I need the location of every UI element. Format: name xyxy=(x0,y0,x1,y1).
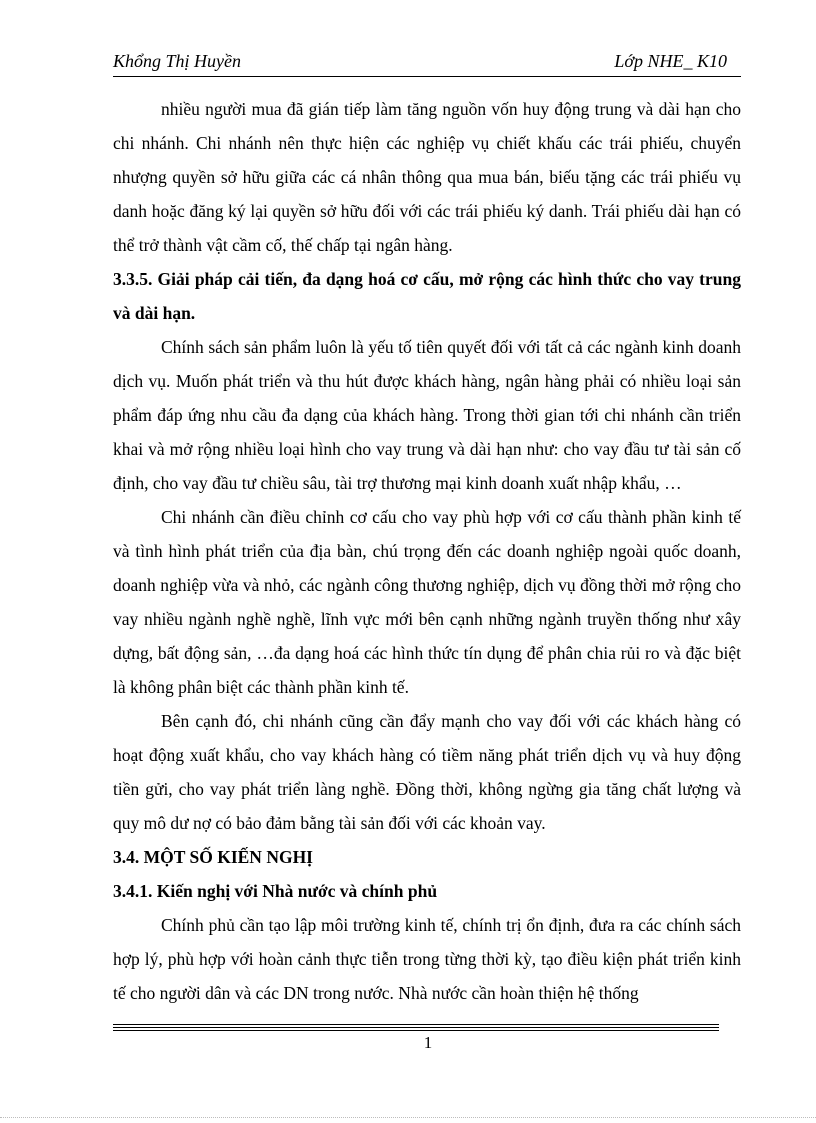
footer-rule xyxy=(113,1024,719,1025)
header-class: Lớp NHE_ K10 xyxy=(614,51,727,71)
paragraph: Chính phủ cần tạo lập môi trường kinh tế, chính trị ổn định, đưa ra các chính sách hợp lý, phù hợp với hoàn cảnh thực tiễn trong từng thời kỳ, tạo điều kiện phát triển kinh tế cho người dân và các DN trong nước. Nhà nước cần hoàn thiện hệ thống xyxy=(113,915,741,1003)
header-author: Khổng Thị Huyền xyxy=(113,51,241,71)
section-heading-3-4: 3.4. MỘT SỐ KIẾN NGHỊ xyxy=(113,847,313,867)
footer-rule xyxy=(113,1027,719,1028)
paragraph: Chi nhánh cần điều chỉnh cơ cấu cho vay phù hợp với cơ cấu thành phần kinh tế và tình hình phát triển của địa bàn, chú trọng đến các doanh nghiệp ngoài quốc doanh, doanh nghiệp vừa và nhỏ, các ngành công thương nghiệp, dịch vụ đồng thời mở rộng cho vay nhiều ngành nghề nghề, lĩnh vực mới bên cạnh những ngành truyền thống như xây dựng, bất động sản, …đa dạng hoá các hình thức tín dụng để phân chia rủi ro và đặc biệt là không phân biệt các thành phần kinh tế. xyxy=(113,507,741,697)
paragraph-continued: nhiều người mua đã gián tiếp làm tăng nguồn vốn huy động trung và dài hạn cho chi nhánh. Chi nhánh nên thực hiện các nghiệp vụ chiết khấu các trái phiếu, chuyển nhượng quyền sở hữu giữa các cá nhân thông qua mua bán, biếu tặng các trái phiếu vụ danh hoặc đăng ký lại quyền sở hữu đối với các trái phiếu ký danh. Trái phiếu dài hạn có thể trở thành vật cầm cố, thế chấp tại ngân hàng. xyxy=(113,99,741,255)
page-header xyxy=(113,51,739,79)
paragraph: Chính sách sản phẩm luôn là yếu tố tiên quyết đối với tất cả các ngành kinh doanh dịch vụ. Muốn phát triển và thu hút được khách hàng, ngân hàng phải có nhiều loại sản phẩm đáp ứng nhu cầu đa dạng của khách hàng. Trong thời gian tới chi nhánh cần triển khai và mở rộng nhiều loại hình cho vay trung và dài hạn như: cho vay đầu tư tài sản cố định, cho vay đầu tư chiều sâu, tài trợ thương mại kinh doanh xuất nhập khẩu, … xyxy=(113,337,741,493)
header-rule xyxy=(113,76,741,77)
section-heading-3-3-5: 3.3.5. Giải pháp cải tiến, đa dạng hoá cơ cấu, mở rộng các hình thức cho vay trung và dài hạn. xyxy=(113,269,741,323)
page-number: 1 xyxy=(423,1033,433,1052)
paragraph: Bên cạnh đó, chi nhánh cũng cần đẩy mạnh cho vay đối với các khách hàng có hoạt động xuất khẩu, cho vay khách hàng có tiềm năng phát triển dịch vụ và huy động tiền gửi, cho vay phát triển làng nghề. Đồng thời, không ngừng gia tăng chất lượng và quy mô dư nợ có bảo đảm bằng tài sản đối với các khoản vay. xyxy=(113,711,741,833)
page-edge-divider xyxy=(0,1117,816,1118)
footer-rule xyxy=(113,1030,719,1031)
section-heading-3-4-1: 3.4.1. Kiến nghị với Nhà nước và chính phủ xyxy=(113,881,438,901)
document-body xyxy=(113,92,741,1010)
